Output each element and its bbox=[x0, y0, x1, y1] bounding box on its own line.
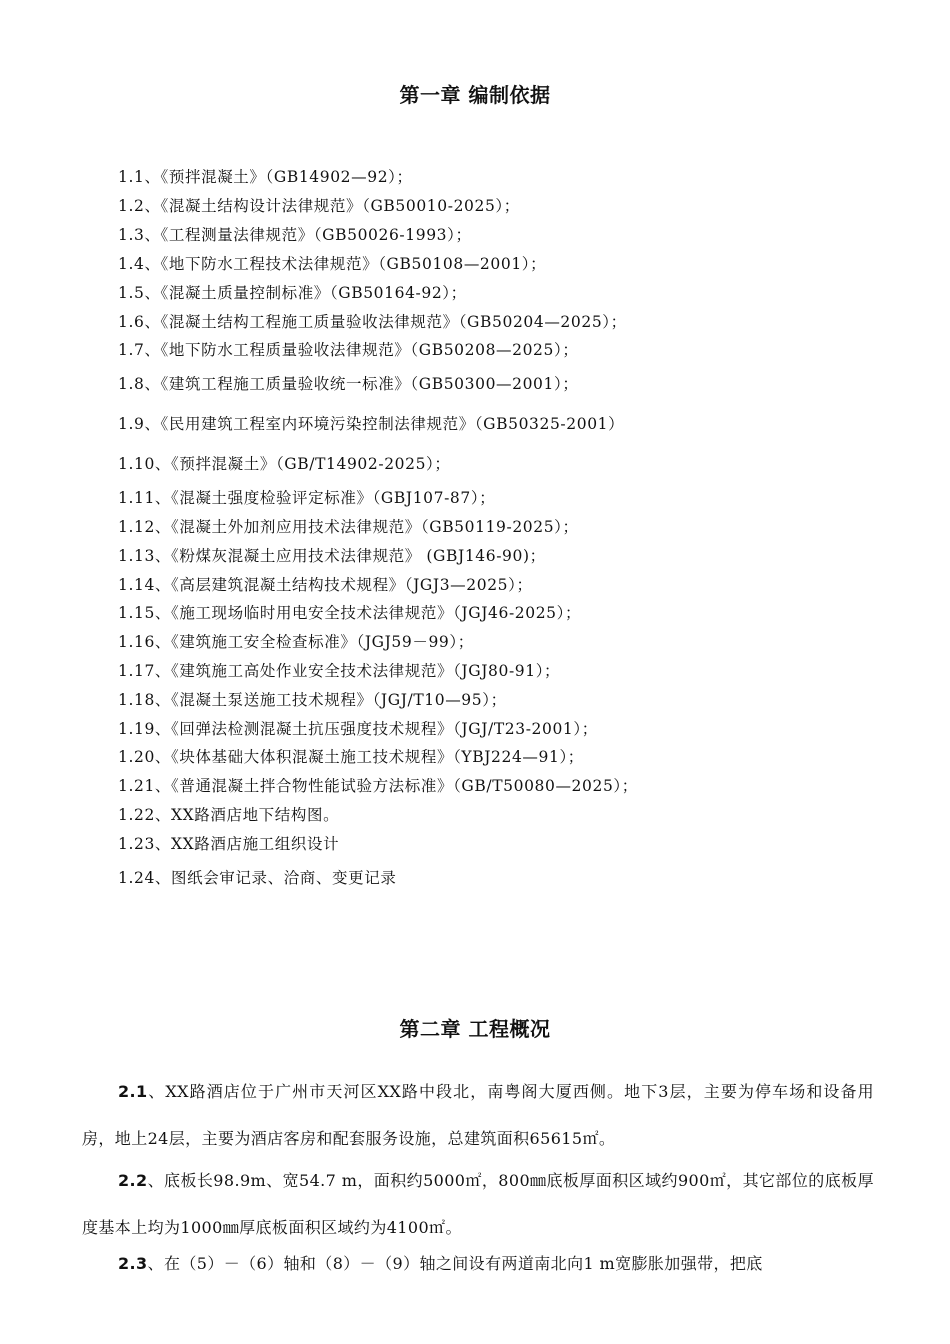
reference-item: 1.19、《回弹法检测混凝土抗压强度技术规程》（JGJ/T23-2001）； bbox=[118, 720, 598, 738]
reference-item: 1.12、《混凝土外加剂应用技术法律规范》（GB50119-2025）； bbox=[118, 518, 579, 536]
reference-item: 1.3、《工程测量法律规范》（GB50026-1993）； bbox=[118, 226, 472, 244]
paragraph-text: 、XX路酒店位于广州市天河区XX路中段北，南粤阁大厦西侧。地下3层，主要为停车场和设备用房，地上24层，主要为酒店客房和配套服务设施，总建筑面积65615㎡。 bbox=[82, 1082, 874, 1148]
overview-paragraph bbox=[82, 1068, 874, 1162]
reference-item: 1.18、《混凝土泵送施工技术规程》（JGJ/T10—95）； bbox=[118, 691, 507, 709]
reference-item: 1.11、《混凝土强度检验评定标准》（GBJ107-87）； bbox=[118, 489, 496, 507]
reference-item: 1.16、《建筑施工安全检查标准》（JGJ59－99）； bbox=[118, 633, 474, 651]
overview-paragraph bbox=[82, 1157, 874, 1251]
reference-item: 1.13、《粉煤灰混凝土应用技术法律规范》 (GBJ146-90)； bbox=[118, 547, 546, 565]
reference-item: 1.10、《预拌混凝土》（GB/T14902-2025）； bbox=[118, 455, 451, 473]
reference-item: 1.20、《块体基础大体积混凝土施工技术规程》（YBJ224—91）； bbox=[118, 748, 584, 766]
chapter-2-title: 第二章 工程概况 bbox=[399, 1017, 551, 1041]
paragraph-number: 2.2 bbox=[118, 1171, 148, 1190]
paragraph-number: 2.3 bbox=[118, 1254, 148, 1273]
reference-item: 1.14、《高层建筑混凝土结构技术规程》（JGJ3—2025）； bbox=[118, 576, 533, 594]
reference-item: 1.6、《混凝土结构工程施工质量验收法律规范》（GB50204—2025）； bbox=[118, 313, 627, 331]
reference-item: 1.2、《混凝土结构设计法律规范》（GB50010-2025）； bbox=[118, 197, 520, 215]
overview-paragraph bbox=[82, 1240, 874, 1292]
reference-item: 1.21、《普通混凝土拌合物性能试验方法标准》（GB/T50080—2025）； bbox=[118, 777, 638, 795]
reference-item: 1.7、《地下防水工程质量验收法律规范》（GB50208—2025）； bbox=[118, 341, 579, 359]
paragraph-text: 、底板长98.9m、宽54.7 m，面积约5000㎡，800㎜底板厚面积区域约900㎡，其它部位的底板厚度基本上均为1000㎜厚底板面积区域约为4100㎡。 bbox=[82, 1171, 874, 1237]
reference-item: 1.1、《预拌混凝土》（GB14902—92）； bbox=[118, 168, 413, 186]
paragraph-text: 、在（5）－（6）轴和（8）－（9）轴之间设有两道南北向1 m宽膨胀加强带，把底 bbox=[147, 1254, 763, 1273]
reference-item: 1.17、《建筑施工高处作业安全技术法律规范》（JGJ80-91）； bbox=[118, 662, 561, 680]
reference-item: 1.24、图纸会审记录、洽商、变更记录 bbox=[118, 869, 397, 887]
reference-item: 1.15、《施工现场临时用电安全技术法律规范》（JGJ46-2025）； bbox=[118, 604, 582, 622]
paragraph-number: 2.1 bbox=[118, 1082, 148, 1101]
reference-item: 1.5、《混凝土质量控制标准》（GB50164-92）； bbox=[118, 284, 467, 302]
reference-item: 1.4、《地下防水工程技术法律规范》（GB50108—2001）； bbox=[118, 255, 547, 273]
chapter-1-title: 第一章 编制依据 bbox=[399, 83, 551, 107]
reference-item: 1.9、《民用建筑工程室内环境污染控制法律规范》（GB50325-2001） bbox=[118, 415, 625, 433]
reference-item: 1.23、XX路酒店施工组织设计 bbox=[118, 835, 340, 853]
reference-item: 1.8、《建筑工程施工质量验收统一标准》（GB50300—2001）； bbox=[118, 375, 579, 393]
reference-item: 1.22、XX路酒店地下结构图。 bbox=[118, 806, 340, 824]
